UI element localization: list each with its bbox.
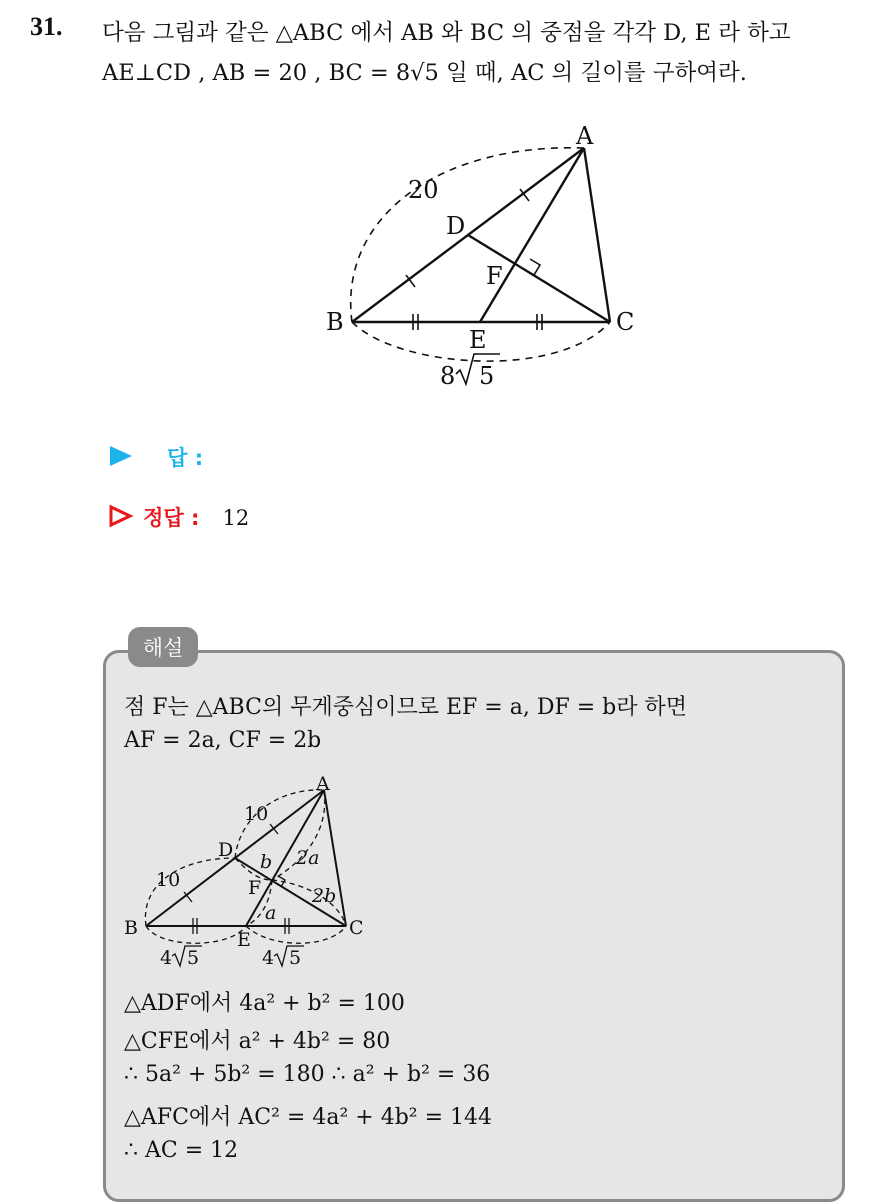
label-side-bc-coef: 8 — [440, 362, 456, 390]
answer-label: 답 : — [167, 446, 204, 470]
fig2-label-f: F — [248, 877, 262, 899]
correct-answer-label: 정답 : — [143, 506, 200, 530]
equation-1: △ADF에서 4a² + b² = 100 — [124, 991, 405, 1016]
question-line-1: 다음 그림과 같은 △ABC 에서 AB 와 BC 의 중점을 각각 D, E 라 하고 — [102, 20, 791, 46]
equation-2: △CFE에서 a² + 4b² = 80 — [124, 1029, 391, 1054]
fig2-label-cf: 2b — [312, 885, 337, 907]
fig2-label-bd: 10 — [156, 869, 181, 891]
fig2-label-be-rad: 5 — [187, 947, 200, 969]
correct-answer-value: 12 — [222, 506, 250, 530]
label-side-ab: 20 — [408, 176, 439, 204]
fig2-label-ec-coef: 4 — [262, 947, 275, 969]
label-side-bc-rad: 5 — [479, 362, 495, 390]
solution-tab: 해설 — [128, 627, 198, 667]
question-line-2: AE⊥CD , AB = 20 , BC = 8√5 일 때, AC 의 길이를 구하여라. — [102, 60, 747, 86]
solution-line-1: 점 F는 △ABC의 무게중심이므로 EF = a, DF = b라 하면 — [124, 695, 687, 720]
fig2-label-c: C — [349, 917, 364, 939]
right-angle-mark — [524, 259, 540, 275]
equation-4: △AFC에서 AC² = 4a² + 4b² = 144 — [124, 1105, 493, 1130]
question-number: 31. — [30, 12, 63, 41]
fig2-label-a: A — [316, 774, 330, 795]
label-f: F — [486, 262, 503, 290]
fig2-label-af: 2a — [296, 847, 320, 869]
fig2-label-ef: a — [265, 902, 277, 924]
label-c: C — [616, 308, 635, 336]
solution-triangle-figure — [120, 774, 380, 974]
outline-arrow-icon — [108, 504, 134, 528]
equation-5: ∴ AC = 12 — [124, 1138, 239, 1163]
label-d: D — [446, 212, 466, 240]
label-a: A — [576, 122, 594, 150]
fig2-label-df: b — [260, 851, 273, 873]
fig2-label-ad: 10 — [244, 803, 269, 825]
solution-line-2: AF = 2a, CF = 2b — [124, 728, 322, 753]
label-e: E — [469, 326, 487, 354]
fig2-label-ec-rad: 5 — [289, 947, 302, 969]
fig2-label-b: B — [124, 917, 138, 939]
triangle-figure — [318, 118, 648, 400]
label-b: B — [326, 308, 344, 336]
fig2-label-d: D — [218, 839, 234, 861]
play-arrow-icon — [108, 444, 134, 468]
fig2-label-be-coef: 4 — [160, 947, 173, 969]
equation-3: ∴ 5a² + 5b² = 180 ∴ a² + b² = 36 — [124, 1062, 491, 1087]
correct-answer-row — [108, 502, 249, 532]
fig2-label-e: E — [237, 929, 251, 951]
answer-row — [108, 442, 203, 472]
side-ac — [584, 148, 610, 322]
